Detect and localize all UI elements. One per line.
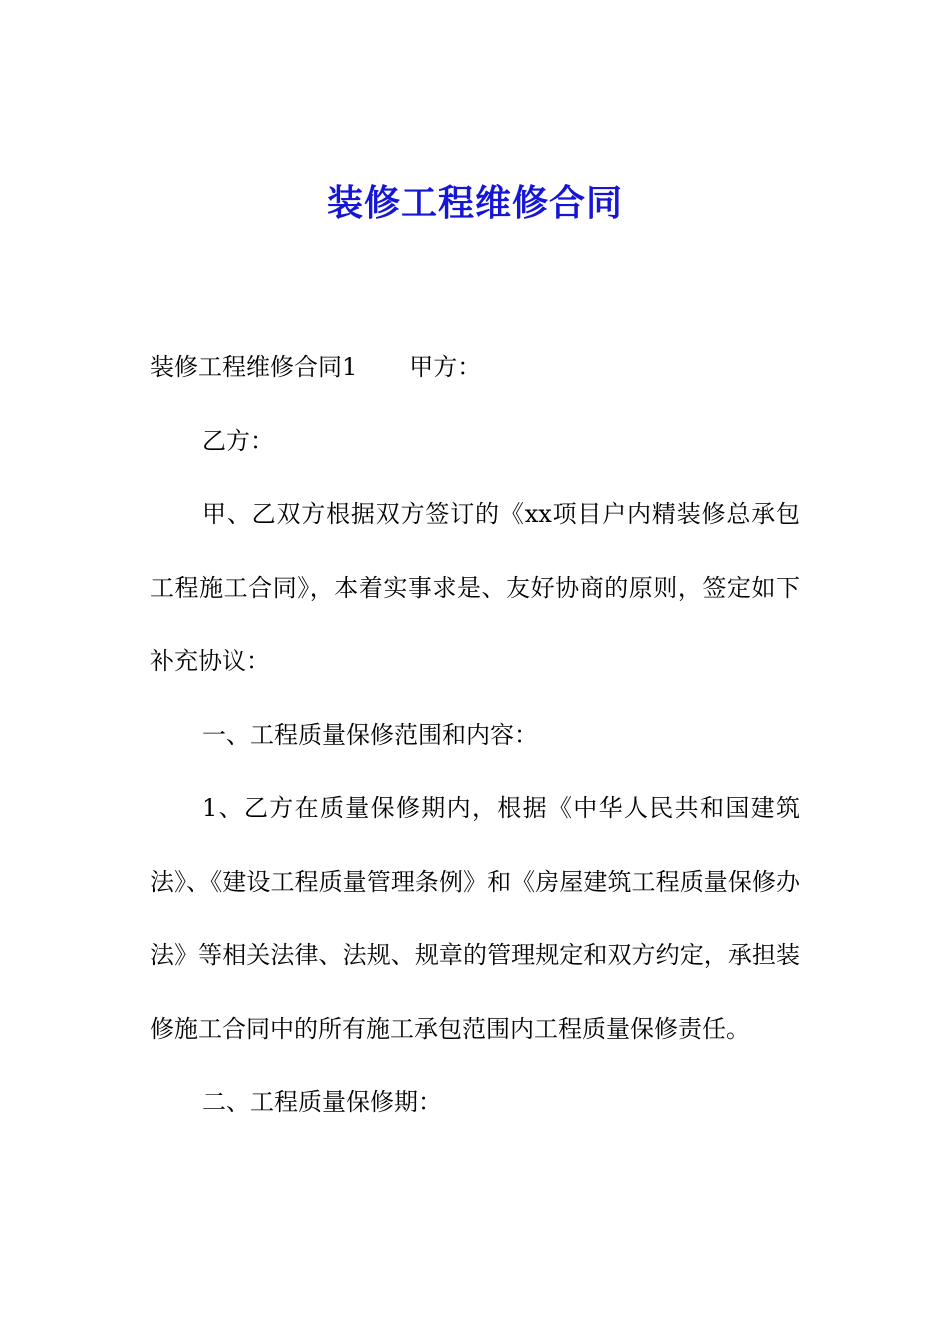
party-a-label: 甲方： bbox=[409, 353, 482, 381]
heading-line bbox=[150, 331, 800, 405]
paragraph-clause-1: 1、乙方在质量保修期内，根据《中华人民共和国建筑法》、《建设工程质量管理条例》和《房屋建筑工程质量保修办法》等相关法律、法规、规章的管理规定和双方约定，承担装修施工合同中的所有施工承包范围内工程质量保修责任。 bbox=[150, 794, 800, 1043]
section-heading-2: 二、工程质量保修期： bbox=[202, 1088, 442, 1116]
paragraph-party-b: 乙方： bbox=[202, 426, 274, 455]
document-body bbox=[150, 331, 800, 1140]
contract-number-label: 装修工程维修合同1 bbox=[150, 353, 358, 381]
section-heading-1: 一、工程质量保修范围和内容： bbox=[202, 720, 538, 749]
document-title: 装修工程维修合同 bbox=[326, 182, 623, 224]
paragraph-intro: 甲、乙双方根据双方签订的《xx项目户内精装修总承包工程施工合同》，本着实事求是、友好协商的原则，签定如下补充协议： bbox=[150, 500, 800, 675]
